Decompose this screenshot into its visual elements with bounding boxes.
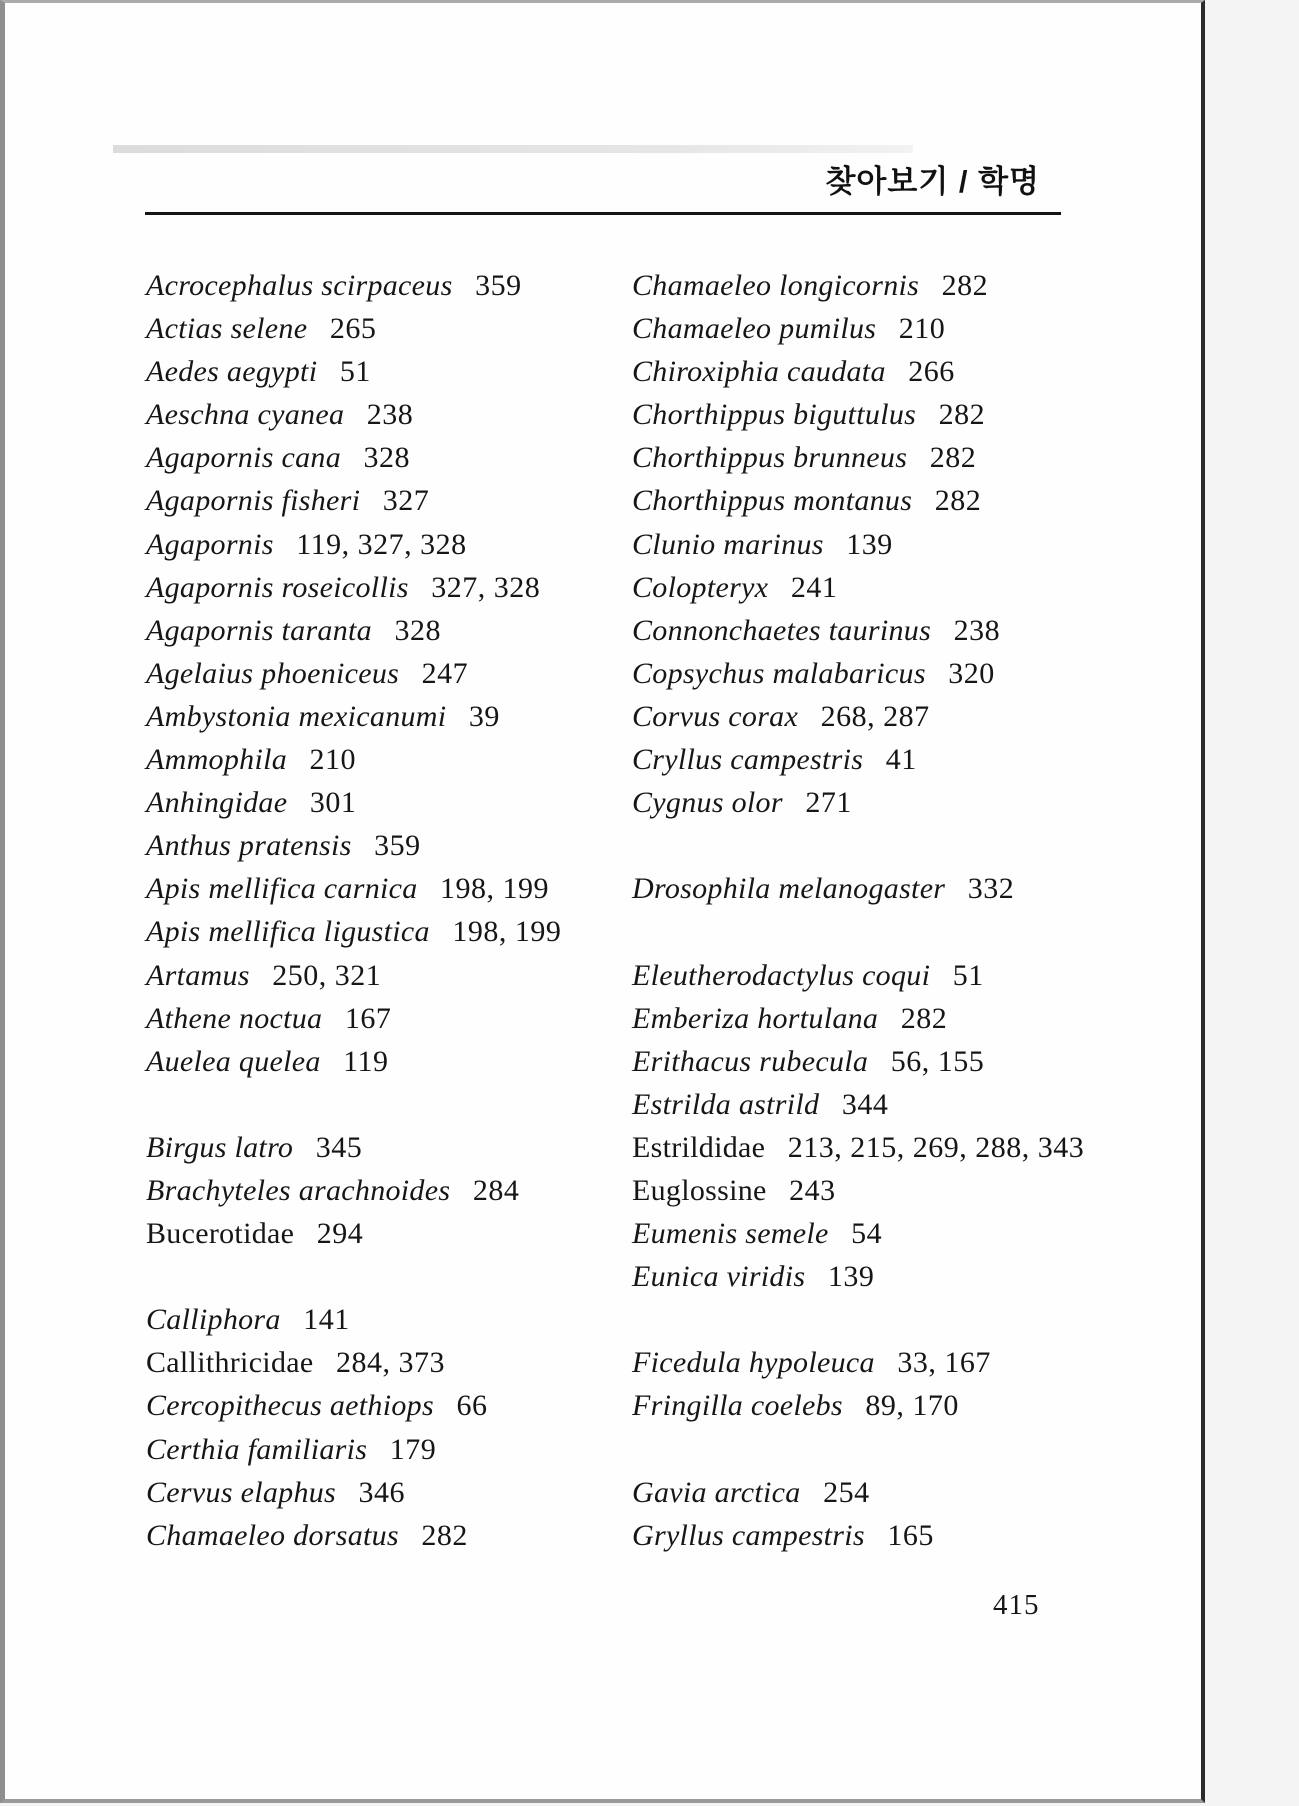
page-numbers: 243 — [789, 1173, 836, 1207]
page-numbers: 210 — [309, 743, 357, 777]
species-name: Emberiza hortulana — [632, 1001, 879, 1035]
index-entry — [632, 1255, 1207, 1298]
page-numbers: 54 — [851, 1217, 883, 1251]
page-number: 415 — [993, 1589, 1040, 1621]
index-entry — [632, 1341, 1207, 1384]
species-name: Chamaeleo pumilus — [632, 312, 877, 346]
index-entry — [146, 523, 626, 566]
page-numbers: 268, 287 — [820, 699, 930, 733]
species-name: Birgus latro — [146, 1130, 294, 1164]
index-entry — [146, 393, 626, 436]
species-name: Ammophila — [146, 743, 288, 777]
index-entry — [146, 695, 626, 738]
index-entry — [632, 1384, 1207, 1427]
page-numbers: 282 — [934, 484, 982, 518]
species-name: Gavia arctica — [632, 1475, 801, 1509]
page-numbers: 241 — [790, 570, 838, 604]
page-numbers: 346 — [358, 1475, 406, 1509]
index-entry — [146, 954, 626, 997]
index-entry — [146, 867, 626, 910]
page-numbers: 359 — [374, 829, 421, 863]
index-column-right — [632, 264, 1207, 1557]
species-name: Auelea quelea — [146, 1044, 321, 1078]
index-entry — [146, 264, 626, 307]
page-numbers: 238 — [366, 398, 414, 432]
index-entry — [632, 824, 1207, 867]
index-entry — [632, 479, 1207, 522]
page-numbers: 247 — [421, 656, 469, 690]
species-name: Calliphora — [146, 1303, 281, 1337]
index-entry — [146, 566, 626, 609]
species-name: Cygnus olor — [632, 786, 783, 820]
index-entry — [632, 393, 1207, 436]
species-name: Copsychus malabaricus — [632, 656, 926, 690]
species-name: Cryllus campestris — [632, 743, 864, 777]
page-numbers: 344 — [841, 1087, 889, 1121]
page-numbers: 328 — [394, 613, 441, 647]
index-entry — [146, 1428, 626, 1471]
page-numbers: 320 — [948, 656, 995, 690]
species-name: Colopteryx — [632, 570, 769, 604]
page-numbers: 198, 199 — [440, 872, 550, 906]
page-numbers: 332 — [967, 872, 1015, 906]
index-entry — [146, 1083, 626, 1126]
species-name: Chamaeleo dorsatus — [146, 1518, 399, 1552]
page-numbers: 41 — [885, 743, 917, 777]
species-name: Agapornis fisheri — [146, 484, 361, 518]
species-name: Chiroxiphia caudata — [632, 355, 886, 389]
index-entry — [632, 738, 1207, 781]
species-name: Actias selene — [146, 312, 308, 346]
index-entry — [146, 1126, 626, 1169]
page-numbers: 284 — [472, 1173, 520, 1207]
index-entry — [146, 1341, 626, 1384]
page-numbers: 284, 373 — [335, 1346, 445, 1380]
species-name: Brachyteles arachnoides — [146, 1173, 451, 1207]
index-entry — [632, 954, 1207, 997]
species-name: Ambystonia mexicanumi — [146, 699, 447, 733]
page-numbers: 141 — [303, 1303, 350, 1337]
page-numbers: 56, 155 — [890, 1044, 985, 1078]
species-name: Drosophila melanogaster — [632, 872, 946, 906]
species-name: Agapornis roseicollis — [146, 570, 409, 604]
page-numbers: 119 — [343, 1044, 389, 1078]
index-entry — [146, 738, 626, 781]
species-name: Cervus elaphus — [146, 1475, 337, 1509]
species-name: Athene noctua — [146, 1001, 323, 1035]
page-numbers: 254 — [823, 1475, 870, 1509]
page-numbers: 33, 167 — [897, 1346, 991, 1380]
page-numbers: 165 — [887, 1518, 934, 1552]
page-numbers: 265 — [329, 312, 377, 346]
page-numbers: 210 — [898, 312, 946, 346]
index-entry — [146, 1298, 626, 1341]
index-entry — [632, 307, 1207, 350]
index-entry — [632, 1298, 1207, 1341]
species-name: Chorthippus montanus — [632, 484, 913, 518]
page-numbers: 66 — [456, 1389, 488, 1423]
species-name: Chorthippus brunneus — [632, 441, 908, 475]
index-entry — [146, 1384, 626, 1427]
index-entry — [632, 695, 1207, 738]
species-name: Anhingidae — [146, 786, 288, 820]
page-numbers: 51 — [952, 958, 984, 992]
index-entry — [632, 566, 1207, 609]
species-name: Apis mellifica ligustica — [146, 915, 430, 949]
index-entry — [632, 1428, 1207, 1471]
species-name: Corvus corax — [632, 699, 799, 733]
species-name: Agapornis — [146, 527, 274, 561]
species-name: Aedes aegypti — [146, 355, 318, 389]
page-numbers: 327 — [382, 484, 430, 518]
species-name: Euglossine — [632, 1173, 767, 1207]
index-entry — [146, 350, 626, 393]
page-numbers: 327, 328 — [431, 570, 541, 604]
species-name: Eumenis semele — [632, 1217, 829, 1251]
page-numbers: 39 — [468, 699, 500, 733]
page-numbers: 301 — [309, 786, 357, 820]
index-entry — [146, 1471, 626, 1514]
species-name: Eunica viridis — [632, 1260, 806, 1294]
index-entry — [632, 1083, 1207, 1126]
species-name: Certhia familiaris — [146, 1432, 368, 1466]
index-entry — [146, 479, 626, 522]
page-numbers: 328 — [363, 441, 411, 475]
species-name: Callithricidae — [146, 1346, 314, 1380]
page-numbers: 198, 199 — [452, 915, 562, 949]
index-entry — [632, 1471, 1207, 1514]
page-numbers: 282 — [929, 441, 977, 475]
index-entry — [632, 652, 1207, 695]
species-name: Erithacus rubecula — [632, 1044, 869, 1078]
page-numbers: 119, 327, 328 — [296, 527, 467, 561]
species-name: Aeschna cyanea — [146, 398, 345, 432]
index-entry — [632, 350, 1207, 393]
species-name: Agapornis taranta — [146, 613, 372, 647]
species-name: Estrildidae — [632, 1130, 766, 1164]
species-name: Chamaeleo longicornis — [632, 269, 920, 302]
index-entry — [146, 997, 626, 1040]
page-numbers: 282 — [938, 398, 986, 432]
page-numbers: 213, 215, 269, 288, 343 — [787, 1130, 1085, 1164]
species-name: Agapornis cana — [146, 441, 342, 475]
page-header-title: 찾아보기 / 학명 — [825, 164, 1040, 199]
page-numbers: 139 — [827, 1260, 875, 1294]
page-numbers: 266 — [908, 355, 955, 389]
page-numbers: 282 — [421, 1518, 468, 1552]
index-entry — [146, 1169, 626, 1212]
index-entry — [146, 1514, 626, 1557]
index-entry — [632, 1212, 1207, 1255]
index-entry — [146, 307, 626, 350]
species-name: Connonchaetes taurinus — [632, 613, 932, 647]
species-name: Eleutherodactylus coqui — [632, 958, 931, 992]
index-entry — [146, 436, 626, 479]
species-name: Gryllus campestris — [632, 1518, 865, 1552]
index-entry — [632, 264, 1207, 307]
page-numbers: 359 — [475, 269, 522, 302]
species-name: Apis mellifica carnica — [146, 872, 418, 906]
page-numbers: 250, 321 — [272, 958, 382, 992]
page-numbers: 179 — [389, 1432, 437, 1466]
page-numbers: 294 — [316, 1217, 364, 1251]
index-entry — [146, 652, 626, 695]
index-entry — [632, 781, 1207, 824]
index-entry — [146, 824, 626, 867]
index-entry — [632, 1169, 1207, 1212]
index-entry — [632, 997, 1207, 1040]
index-entry — [632, 1126, 1207, 1169]
page-numbers: 89, 170 — [865, 1389, 959, 1423]
species-name: Fringilla coelebs — [632, 1389, 843, 1423]
species-name: Cercopithecus aethiops — [146, 1389, 434, 1423]
page-numbers: 282 — [900, 1001, 948, 1035]
page-numbers: 345 — [315, 1130, 363, 1164]
page-numbers: 238 — [953, 613, 1001, 647]
index-entry — [632, 523, 1207, 566]
index-entry — [146, 609, 626, 652]
species-name: Clunio marinus — [632, 527, 824, 561]
index-entry — [146, 1212, 626, 1255]
scan-artifact-band — [113, 145, 913, 153]
page-numbers: 51 — [339, 355, 371, 389]
species-name: Estrilda astrild — [632, 1087, 820, 1121]
page-numbers: 167 — [344, 1001, 392, 1035]
page-numbers: 271 — [805, 786, 852, 820]
species-name: Artamus — [146, 958, 250, 992]
index-entry — [632, 609, 1207, 652]
index-entry — [146, 910, 626, 953]
species-name: Bucerotidae — [146, 1217, 295, 1251]
index-entry — [146, 781, 626, 824]
index-entry — [632, 1040, 1207, 1083]
species-name: Anthus pratensis — [146, 829, 352, 863]
index-column-left — [146, 264, 626, 1557]
species-name: Ficedula hypoleuca — [632, 1346, 875, 1380]
index-entry — [632, 867, 1207, 910]
species-name: Acrocephalus scirpaceus — [146, 269, 453, 302]
index-entry — [632, 436, 1207, 479]
index-entry — [632, 1514, 1207, 1557]
species-name: Agelaius phoeniceus — [146, 656, 400, 690]
index-entry — [146, 1255, 626, 1298]
species-name: Chorthippus biguttulus — [632, 398, 917, 432]
page-numbers: 282 — [941, 269, 989, 302]
page-numbers: 139 — [846, 527, 893, 561]
header-rule — [145, 212, 1061, 215]
index-entry — [146, 1040, 626, 1083]
index-entry — [632, 910, 1207, 953]
